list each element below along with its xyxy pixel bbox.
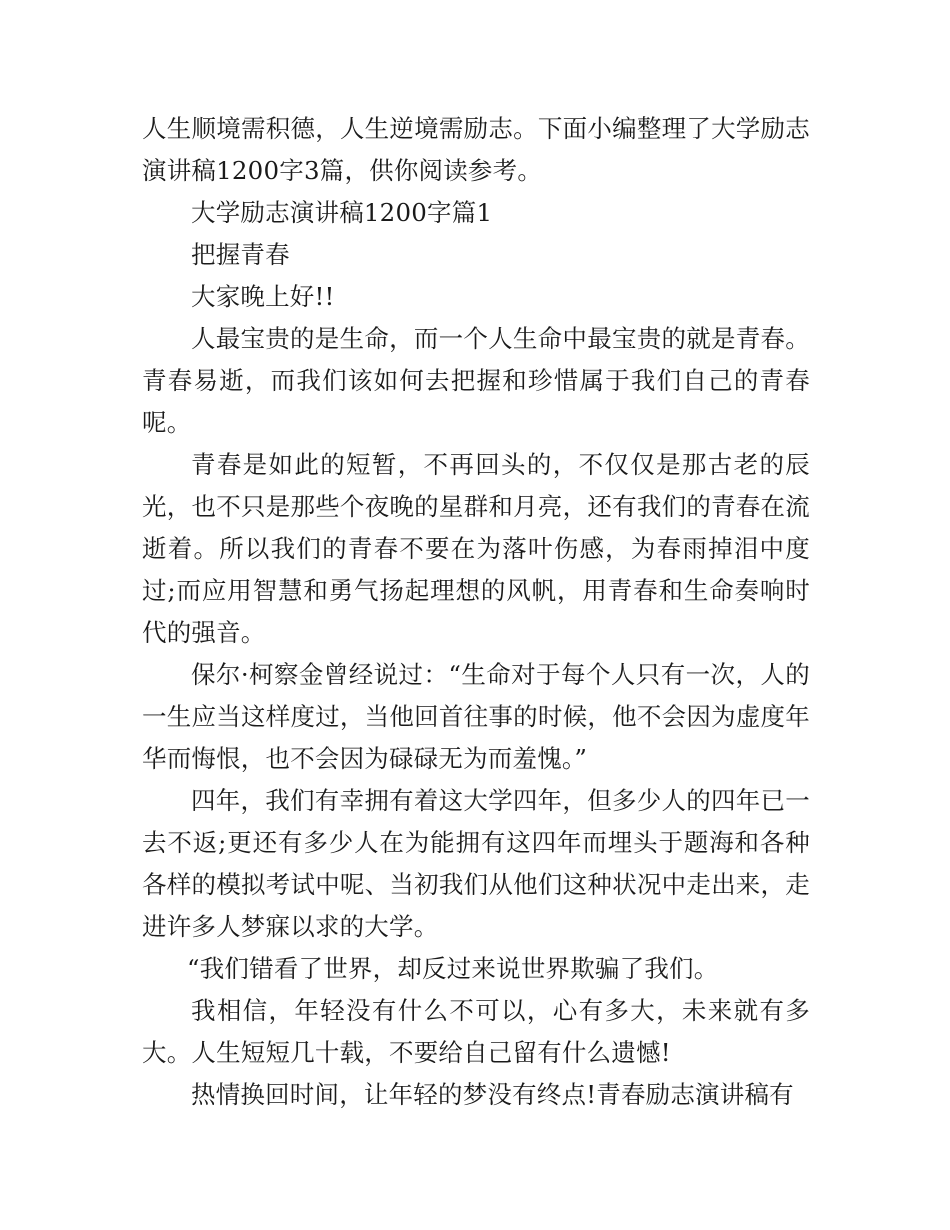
speech-title: 把握青春 xyxy=(191,240,290,269)
body-paragraph: 青春是如此的短暂，不再回头的，不仅仅是那古老的辰光，也不只是那些个夜晚的星群和月亮，还有我们的青春在流逝着。所以我们的青春不要在为落叶伤感，为春雨掉泪中度过;而应用智慧和勇气扬起理想的风帆，用青春和生命奏响时代的强音。 xyxy=(142,450,810,647)
body-paragraph: 我相信，年轻没有什么不可以，心有多大，未来就有多大。人生短短几十载，不要给自己留有什么遗憾! xyxy=(142,996,810,1067)
body-paragraph: 热情换回时间，让年轻的梦没有终点!青春励志演讲稿有 xyxy=(191,1080,794,1109)
body-paragraph: 四年，我们有幸拥有着这大学四年，但多少人的四年已一去不返;更还有多少人在为能拥有这四年而埋头于题海和各种各样的模拟考试中呢、当初我们从他们这种状况中走出来，走进许多人梦寐以求的大学。 xyxy=(142,786,810,941)
speech-heading: 大学励志演讲稿1200字篇1 xyxy=(191,198,493,227)
body-paragraph: 人最宝贵的是生命，而一个人生命中最宝贵的就是青春。青春易逝，而我们该如何去把握和珍惜属于我们自己的青春呢。 xyxy=(142,324,810,437)
quote-paragraph: 保尔·柯察金曾经说过：“生命对于每个人只有一次，人的一生应当这样度过，当他回首往事的时候，他不会因为虚度年华而悔恨，也不会因为碌碌无为而羞愧。” xyxy=(142,660,810,773)
document-body xyxy=(142,108,810,1116)
greeting-paragraph: 大家晚上好!! xyxy=(191,282,335,311)
intro-paragraph: 人生顺境需积德，人生逆境需励志。下面小编整理了大学励志演讲稿1200字3篇，供你阅读参考。 xyxy=(142,114,810,185)
quote-paragraph: “我们错看了世界，却反过来说世界欺骗了我们。 xyxy=(187,954,719,983)
